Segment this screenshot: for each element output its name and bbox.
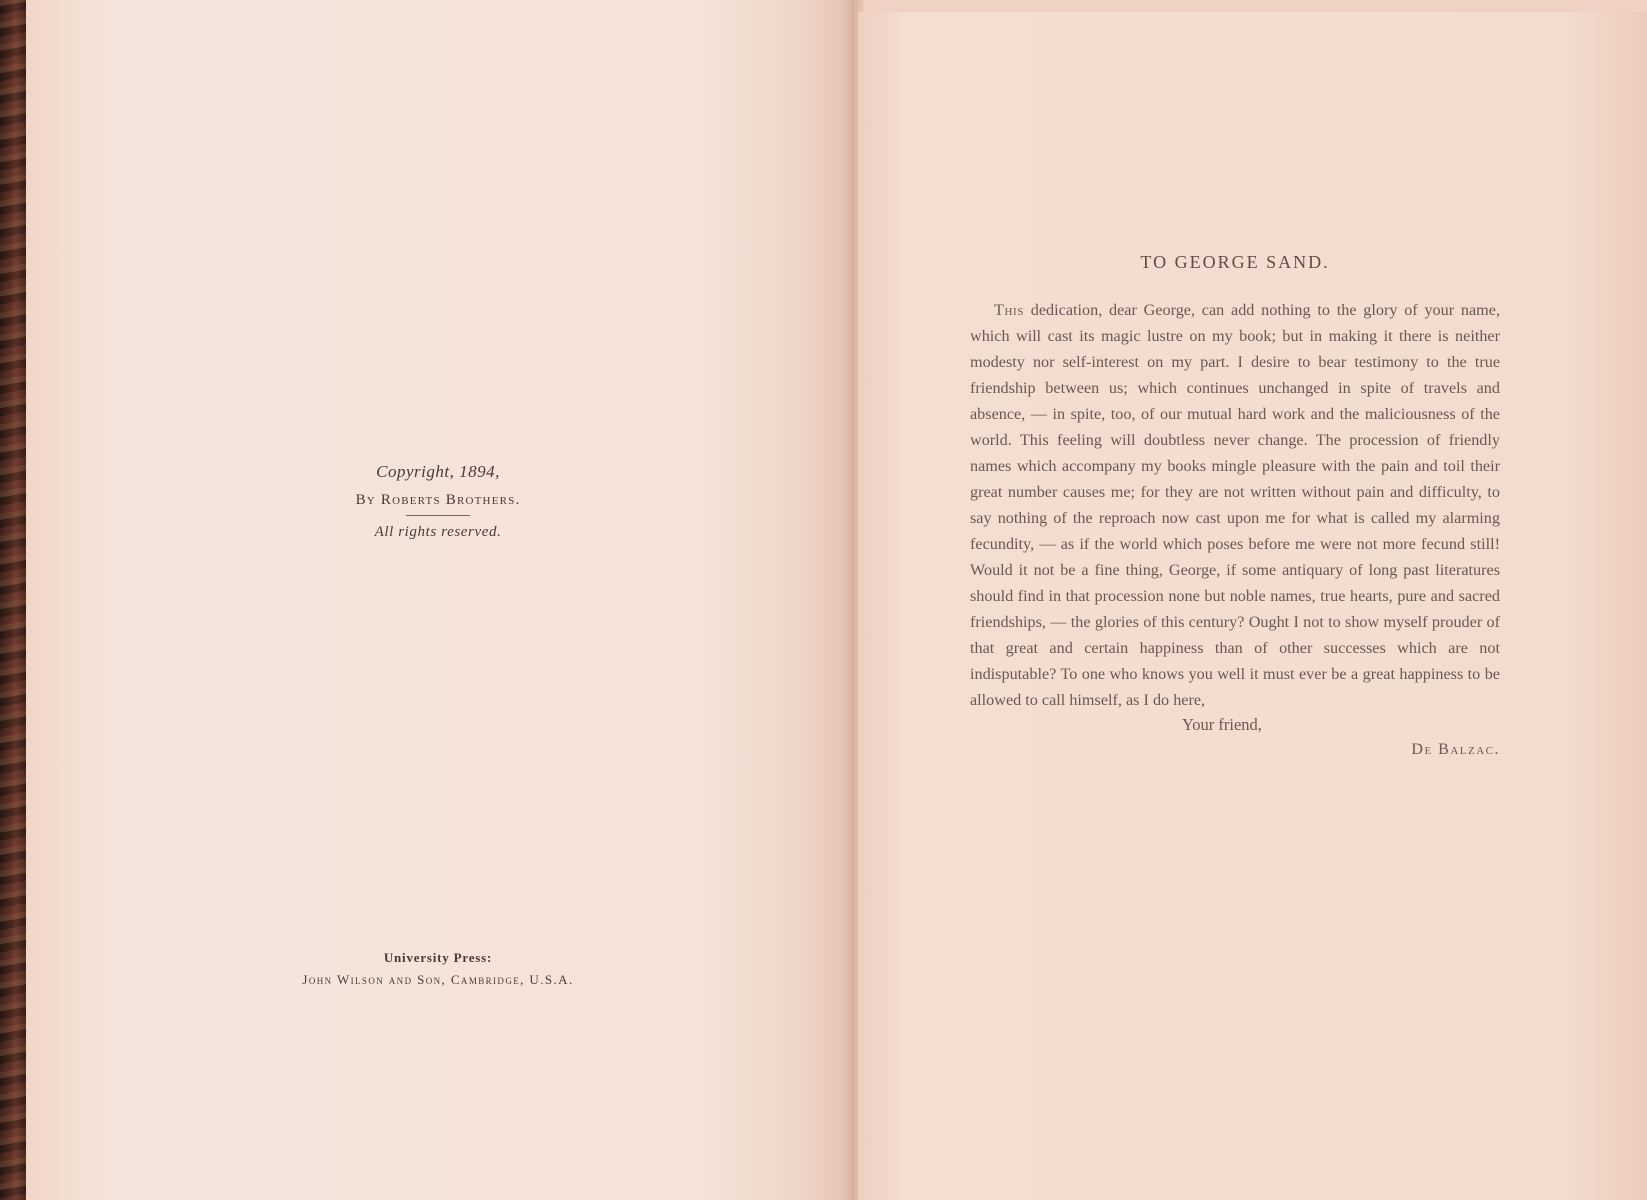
copyright-line: Copyright, 1894, <box>376 462 500 481</box>
dedication-title: TO GEORGE SAND. <box>1140 252 1330 272</box>
press-name: University Press: <box>383 950 493 965</box>
salutation-word: This <box>994 301 1025 319</box>
dedication-text: dedication, dear George, can add nothing to the glory of your name, which will cast its magic lustre on my book; but in making it there is neither modesty nor self-interest on my part. I desire to bear testimony to the true friendship between us; which continues unchanged in spite of travels and absence, — in spite, too, of our mutual hard work and the maliciousness of the world. This feeling will doubtless never change. The procession of friendly names which accompany my books mingle pleasure with the pain and toil their great number causes me; for they are not written without pain and difficulty, to say nothing of the reproach now cast upon me for what is called my alarming fecundity, — as if the world which poses before me were not more fecund still! Would it not be a fine thing, George, if some antiquary of long past literatures should find in that procession none but noble names, true hearts, pure and sacred friendships, — the glories of this century? Ought I not to show myself prouder of that great and certain happiness than of other successes which are not indisputable? To one who knows you well it must ever be a great happiness to be allowed to call himself, as I do here, <box>970 301 1500 709</box>
signature: De Balzac. <box>1411 741 1500 758</box>
copyright-block <box>26 462 850 541</box>
dedication <box>970 252 1500 759</box>
divider-rule <box>406 515 470 516</box>
dedication-body <box>970 297 1500 713</box>
rights-line: All rights reserved. <box>374 524 502 540</box>
book-spine <box>0 0 26 1200</box>
publisher-line: By Roberts Brothers. <box>355 492 521 508</box>
printer-line: John Wilson and Son, Cambridge, U.S.A. <box>302 972 574 987</box>
press-block <box>26 950 850 988</box>
left-page <box>26 0 850 1200</box>
closing-line: Your friend, <box>1182 715 1262 734</box>
